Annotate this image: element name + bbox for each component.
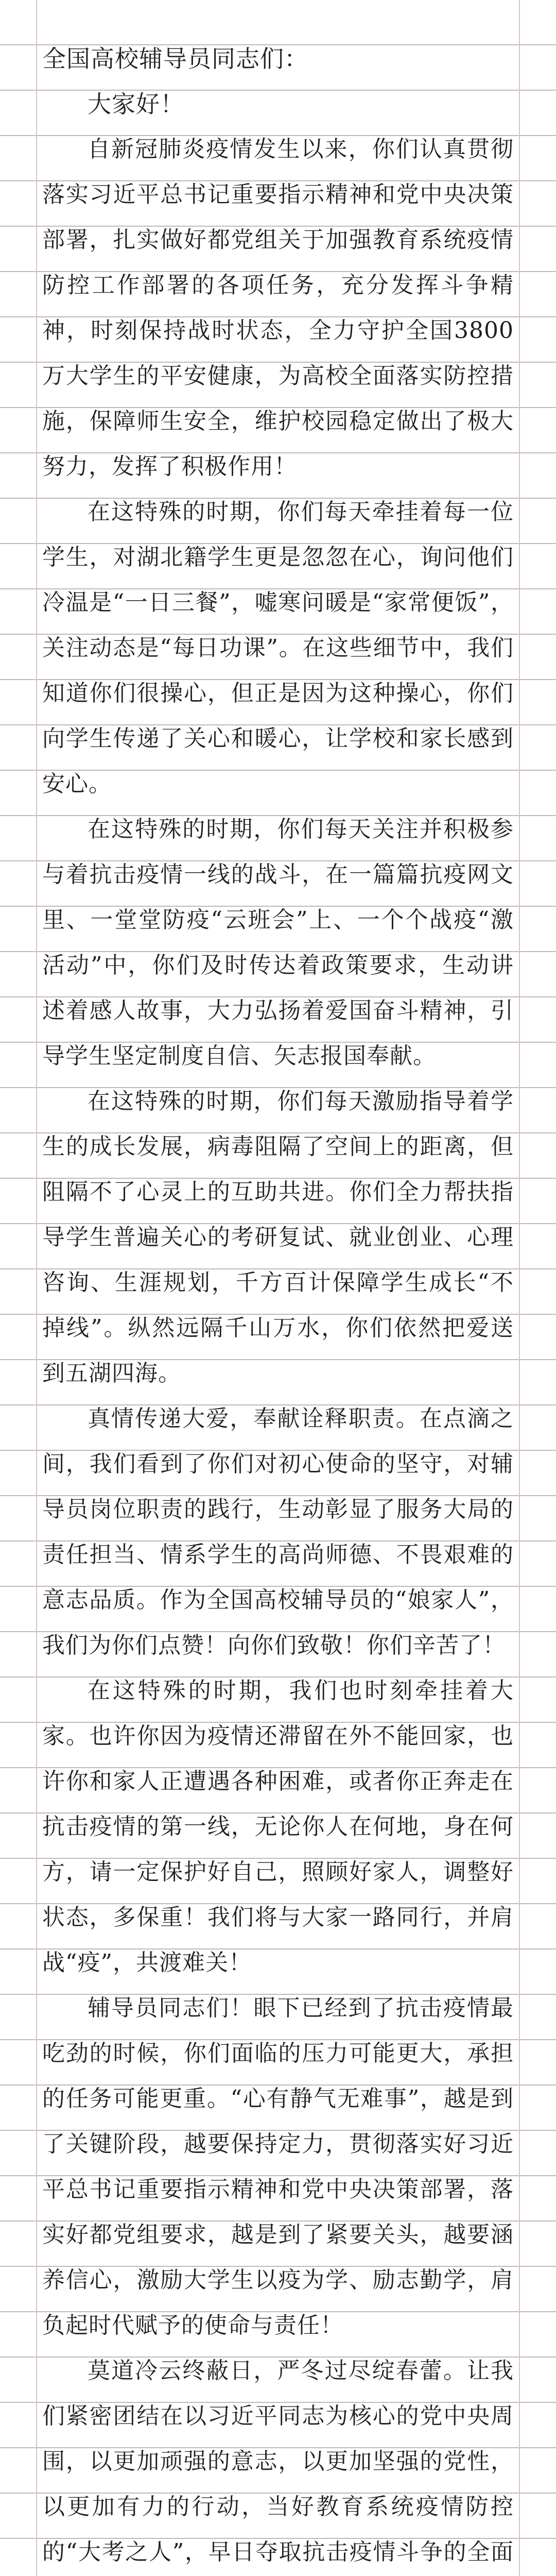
- letter-paragraph: 真情传递大爱，奉献诠释职责。在点滴之间，我们看到了你们对初心使命的坚守，对辅导员岗位职责的践行，生动彰显了服务大局的责任担当、情系学生的高尚师德、不畏艰难的意志品质。作为全国高校辅导员的“娘家人”，我们为你们点赞！向你们致敬！你们辛苦了！: [42, 1405, 514, 1658]
- letter-paragraph: 辅导员同志们！眼下已经到了抗击疫情最吃劲的时候，你们面临的压力可能更大，承担的任务可能更重。“心有静气无难事”，越是到了关键阶段，越要保持定力，贯彻落实好习近平总书记重要指示精神和党中央决策部署，落实好都党组要求，越是到了紧要关头，越要涵养信心，激励大学生以疫为学、励志勤学，肩负起时代赋予的使命与责任！: [42, 1995, 514, 2338]
- letter-paragraph: 在这特殊的时期，我们也时刻牵挂着大家。也许你因为疫情还滞留在外不能回家，也许你和家人正遭遇各种困难，或者你正奔走在抗击疫情的第一线，无论你人在何地，身在何方，请一定保护好自己，照顾好家人，调整好状态，多保重！我们将与大家一路同行，并肩战“疫”，共渡难关！: [42, 1677, 514, 1976]
- letter-paragraph: 在这特殊的时期，你们每天牵挂着每一位学生，对湖北籍学生更是忽忽在心，询问他们冷温是“一日三餐”，嘘寒问暖是“家常便饭”，关注动态是“每日功课”。在这些细节中，我们知道你们很操心，但正是因为这种操心，你们向学生传递了关心和暖心，让学校和家长感到安心。: [42, 499, 514, 797]
- letter-paragraph: 莫道冷云终蔽日，严冬过尽绽春蕾。让我们紧密团结在以习近平同志为核心的党中央周围，以更加顽强的意志，以更加坚强的党性，以更加有力的行动，当好教育系统疫情防控的“大考之人”，早日夺取抗击疫情斗争的全面: [42, 2358, 514, 2565]
- letter-paragraph: 自新冠肺炎疫情发生以来，你们认真贯彻落实习近平总书记重要指示精神和党中央决策部署，扎实做好都党组关于加强教育系统疫情防控工作部署的各项任务，充分发挥斗争精神，时刻保持战时状态，全力守护全国3800万大学生的平安健康，为高校全面落实防控措施，保障师生安全，维护校园稳定做出了极大努力，发挥了积极作用！: [42, 136, 514, 480]
- letter-paragraph: 在这特殊的时期，你们每天关注并积极参与着抗击疫情一线的战斗，在一篇篇抗疫网文里、一堂堂防疫“云班会”上、一个个战疫“激活动”中，你们及时传达着政策要求，生动讲述着感人故事，大力弘扬着爱国奋斗精神，引导学生坚定制度自信、矢志报国奉献。: [42, 816, 514, 1069]
- letter-paragraph: 在这特殊的时期，你们每天激励指导着学生的成长发展，病毒阻隔了空间上的距离，但阻隔不了心灵上的互助共进。你们全力帮扶指导学生普遍关心的考研复试、就业创业、心理咨询、生涯规划，千方百计保障学生成长“不掉线”。纵然远隔千山万水，你们依然把爱送到五湖四海。: [42, 1088, 514, 1386]
- letter-greeting: 大家好！: [88, 90, 184, 118]
- letter-salutation: 全国高校辅导员同志们：: [42, 45, 308, 73]
